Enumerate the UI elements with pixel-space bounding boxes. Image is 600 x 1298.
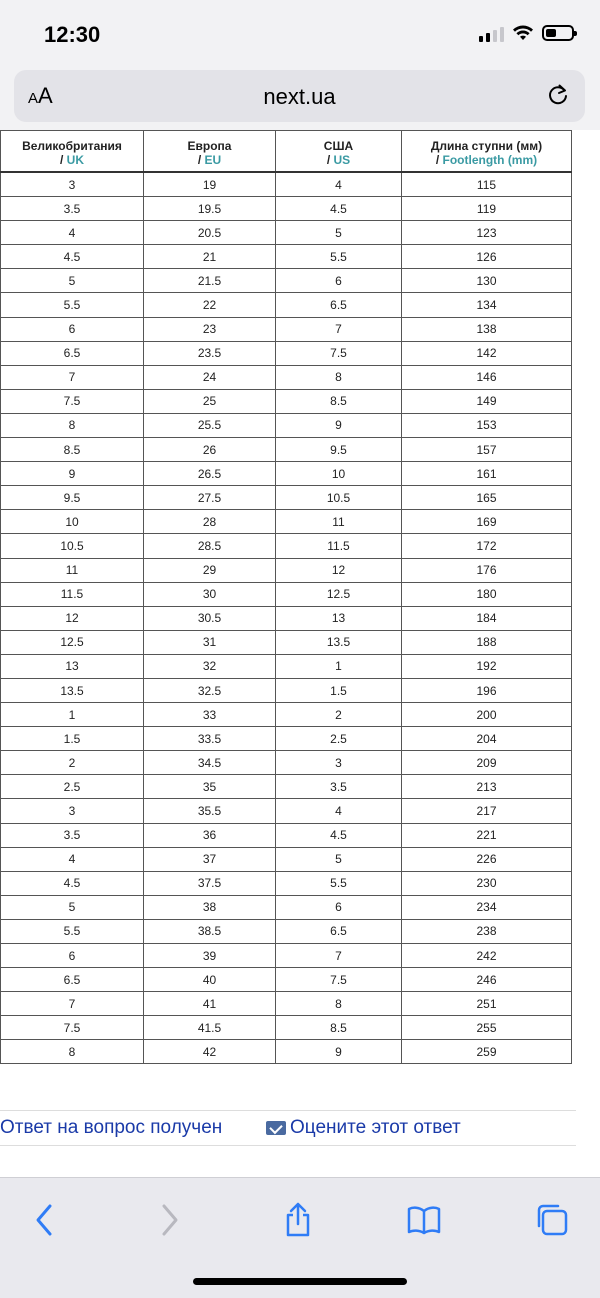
table-cell: 213 bbox=[402, 775, 572, 799]
table-cell: 6.5 bbox=[1, 968, 144, 992]
table-cell: 28 bbox=[144, 510, 276, 534]
table-row bbox=[1, 197, 572, 221]
table-cell: 196 bbox=[402, 678, 572, 702]
table-cell: 169 bbox=[402, 510, 572, 534]
table-cell: 13.5 bbox=[276, 630, 402, 654]
table-cell: 6 bbox=[1, 317, 144, 341]
table-row bbox=[1, 678, 572, 702]
table-cell: 242 bbox=[402, 944, 572, 968]
table-cell: 39 bbox=[144, 944, 276, 968]
table-cell: 33 bbox=[144, 703, 276, 727]
table-cell: 1 bbox=[276, 654, 402, 678]
table-cell: 41.5 bbox=[144, 1016, 276, 1040]
table-row bbox=[1, 919, 572, 943]
table-cell: 21.5 bbox=[144, 269, 276, 293]
rate-answer-label: Оцените этот ответ bbox=[290, 1117, 461, 1138]
table-row bbox=[1, 293, 572, 317]
table-cell: 35 bbox=[144, 775, 276, 799]
table-cell: 34.5 bbox=[144, 751, 276, 775]
table-body bbox=[1, 172, 572, 1064]
header-footlength: Длина ступни (мм) / Footlength (mm) bbox=[402, 131, 572, 173]
table-cell: 1 bbox=[1, 703, 144, 727]
table-cell: 38.5 bbox=[144, 919, 276, 943]
table-cell: 246 bbox=[402, 968, 572, 992]
table-cell: 29 bbox=[144, 558, 276, 582]
table-cell: 10.5 bbox=[1, 534, 144, 558]
table-row bbox=[1, 317, 572, 341]
table-row bbox=[1, 968, 572, 992]
table-cell: 238 bbox=[402, 919, 572, 943]
table-cell: 8 bbox=[276, 992, 402, 1016]
aa-large-label: A bbox=[38, 83, 53, 108]
table-cell: 209 bbox=[402, 751, 572, 775]
table-cell: 13 bbox=[1, 654, 144, 678]
table-row bbox=[1, 413, 572, 437]
share-button[interactable] bbox=[276, 1198, 320, 1242]
table-cell: 37 bbox=[144, 847, 276, 871]
table-cell: 4.5 bbox=[1, 245, 144, 269]
table-cell: 3.5 bbox=[1, 823, 144, 847]
back-icon bbox=[34, 1203, 54, 1237]
table-cell: 32 bbox=[144, 654, 276, 678]
table-cell: 1.5 bbox=[1, 727, 144, 751]
table-cell: 4.5 bbox=[276, 823, 402, 847]
table-cell: 217 bbox=[402, 799, 572, 823]
status-bar bbox=[0, 0, 600, 66]
table-row bbox=[1, 172, 572, 197]
table-cell: 7.5 bbox=[1, 1016, 144, 1040]
table-row bbox=[1, 462, 572, 486]
table-cell: 25.5 bbox=[144, 413, 276, 437]
table-cell: 8.5 bbox=[276, 389, 402, 413]
table-row bbox=[1, 582, 572, 606]
table-cell: 3 bbox=[1, 799, 144, 823]
table-cell: 30 bbox=[144, 582, 276, 606]
answer-received-link[interactable]: Ответ на вопрос получен bbox=[0, 1117, 223, 1138]
table-row bbox=[1, 847, 572, 871]
table-cell: 5.5 bbox=[276, 871, 402, 895]
table-cell: 40 bbox=[144, 968, 276, 992]
wifi-icon bbox=[512, 25, 534, 42]
table-cell: 12.5 bbox=[276, 582, 402, 606]
table-row bbox=[1, 703, 572, 727]
table-cell: 30.5 bbox=[144, 606, 276, 630]
table-cell: 3 bbox=[276, 751, 402, 775]
table-cell: 5 bbox=[276, 221, 402, 245]
table-row bbox=[1, 486, 572, 510]
table-cell: 10.5 bbox=[276, 486, 402, 510]
share-icon bbox=[283, 1202, 313, 1238]
table-cell: 8 bbox=[1, 413, 144, 437]
table-cell: 12.5 bbox=[1, 630, 144, 654]
table-row bbox=[1, 365, 572, 389]
table-row bbox=[1, 438, 572, 462]
table-cell: 5.5 bbox=[1, 919, 144, 943]
table-row bbox=[1, 775, 572, 799]
table-cell: 35.5 bbox=[144, 799, 276, 823]
table-cell: 3 bbox=[1, 172, 144, 197]
table-cell: 5.5 bbox=[1, 293, 144, 317]
table-cell: 19.5 bbox=[144, 197, 276, 221]
table-cell: 3.5 bbox=[276, 775, 402, 799]
table-row bbox=[1, 871, 572, 895]
table-cell: 4 bbox=[1, 221, 144, 245]
tabs-button[interactable] bbox=[530, 1198, 574, 1242]
table-cell: 234 bbox=[402, 895, 572, 919]
table-row bbox=[1, 895, 572, 919]
table-row bbox=[1, 992, 572, 1016]
table-cell: 4.5 bbox=[276, 197, 402, 221]
table-cell: 22 bbox=[144, 293, 276, 317]
table-cell: 27.5 bbox=[144, 486, 276, 510]
table-cell: 123 bbox=[402, 221, 572, 245]
table-cell: 6.5 bbox=[276, 293, 402, 317]
table-cell: 200 bbox=[402, 703, 572, 727]
forward-button[interactable] bbox=[148, 1198, 192, 1242]
table-row bbox=[1, 1016, 572, 1040]
table-cell: 2 bbox=[1, 751, 144, 775]
table-cell: 38 bbox=[144, 895, 276, 919]
table-cell: 26 bbox=[144, 438, 276, 462]
table-cell: 9 bbox=[1, 462, 144, 486]
cellular-signal-icon bbox=[479, 24, 504, 42]
table-cell: 9 bbox=[276, 1040, 402, 1064]
status-icons bbox=[479, 24, 574, 42]
table-cell: 126 bbox=[402, 245, 572, 269]
table-cell: 226 bbox=[402, 847, 572, 871]
header-eu: Европа / EU bbox=[144, 131, 276, 173]
table-cell: 11.5 bbox=[1, 582, 144, 606]
table-cell: 11 bbox=[1, 558, 144, 582]
table-cell: 6.5 bbox=[276, 919, 402, 943]
table-cell: 138 bbox=[402, 317, 572, 341]
table-cell: 13.5 bbox=[1, 678, 144, 702]
table-cell: 23.5 bbox=[144, 341, 276, 365]
table-row bbox=[1, 341, 572, 365]
table-cell: 26.5 bbox=[144, 462, 276, 486]
table-cell: 230 bbox=[402, 871, 572, 895]
table-cell: 251 bbox=[402, 992, 572, 1016]
table-cell: 9.5 bbox=[1, 486, 144, 510]
table-cell: 146 bbox=[402, 365, 572, 389]
table-cell: 42 bbox=[144, 1040, 276, 1064]
rate-answer-link[interactable] bbox=[266, 1117, 461, 1139]
address-area bbox=[0, 66, 600, 130]
table-row bbox=[1, 799, 572, 823]
table-cell: 11.5 bbox=[276, 534, 402, 558]
table-cell: 21 bbox=[144, 245, 276, 269]
table-row bbox=[1, 944, 572, 968]
table-cell: 2.5 bbox=[1, 775, 144, 799]
table-cell: 11 bbox=[276, 510, 402, 534]
table-cell: 10 bbox=[1, 510, 144, 534]
address-bar[interactable] bbox=[14, 70, 585, 122]
table-cell: 5 bbox=[276, 847, 402, 871]
table-cell: 1.5 bbox=[276, 678, 402, 702]
table-row bbox=[1, 823, 572, 847]
table-cell: 37.5 bbox=[144, 871, 276, 895]
table-cell: 6 bbox=[1, 944, 144, 968]
table-cell: 142 bbox=[402, 341, 572, 365]
table-cell: 259 bbox=[402, 1040, 572, 1064]
table-cell: 5 bbox=[1, 269, 144, 293]
table-cell: 12 bbox=[1, 606, 144, 630]
table-cell: 4 bbox=[1, 847, 144, 871]
table-cell: 7 bbox=[1, 992, 144, 1016]
table-cell: 6 bbox=[276, 895, 402, 919]
table-cell: 32.5 bbox=[144, 678, 276, 702]
table-cell: 31 bbox=[144, 630, 276, 654]
table-cell: 10 bbox=[276, 462, 402, 486]
back-button[interactable] bbox=[22, 1198, 66, 1242]
table-cell: 8.5 bbox=[276, 1016, 402, 1040]
table-cell: 153 bbox=[402, 413, 572, 437]
table-cell: 255 bbox=[402, 1016, 572, 1040]
table-cell: 2.5 bbox=[276, 727, 402, 751]
table-cell: 188 bbox=[402, 630, 572, 654]
aa-small-label: A bbox=[28, 90, 39, 107]
tabs-icon bbox=[534, 1202, 570, 1238]
table-cell: 24 bbox=[144, 365, 276, 389]
bookmarks-icon bbox=[406, 1205, 442, 1235]
table-cell: 7 bbox=[1, 365, 144, 389]
table-cell: 221 bbox=[402, 823, 572, 847]
table-cell: 161 bbox=[402, 462, 572, 486]
table-cell: 2 bbox=[276, 703, 402, 727]
home-indicator[interactable] bbox=[193, 1278, 407, 1285]
table-cell: 3.5 bbox=[1, 197, 144, 221]
table-cell: 5.5 bbox=[276, 245, 402, 269]
table-cell: 176 bbox=[402, 558, 572, 582]
table-cell: 7 bbox=[276, 317, 402, 341]
forward-icon bbox=[160, 1203, 180, 1237]
size-chart-table bbox=[0, 130, 572, 1064]
table-cell: 149 bbox=[402, 389, 572, 413]
table-row bbox=[1, 245, 572, 269]
table-row bbox=[1, 221, 572, 245]
table-cell: 4 bbox=[276, 799, 402, 823]
table-row bbox=[1, 630, 572, 654]
table-cell: 115 bbox=[402, 172, 572, 197]
table-cell: 28.5 bbox=[144, 534, 276, 558]
checkbox-icon bbox=[266, 1121, 286, 1135]
table-cell: 19 bbox=[144, 172, 276, 197]
table-cell: 41 bbox=[144, 992, 276, 1016]
table-row bbox=[1, 606, 572, 630]
table-cell: 192 bbox=[402, 654, 572, 678]
table-cell: 25 bbox=[144, 389, 276, 413]
table-row bbox=[1, 654, 572, 678]
table-cell: 157 bbox=[402, 438, 572, 462]
table-cell: 4 bbox=[276, 172, 402, 197]
table-row bbox=[1, 558, 572, 582]
table-row bbox=[1, 510, 572, 534]
table-cell: 8 bbox=[1, 1040, 144, 1064]
table-cell: 184 bbox=[402, 606, 572, 630]
table-cell: 6 bbox=[276, 269, 402, 293]
table-cell: 7 bbox=[276, 944, 402, 968]
table-cell: 180 bbox=[402, 582, 572, 606]
table-cell: 20.5 bbox=[144, 221, 276, 245]
table-cell: 165 bbox=[402, 486, 572, 510]
table-cell: 9.5 bbox=[276, 438, 402, 462]
table-cell: 33.5 bbox=[144, 727, 276, 751]
table-cell: 13 bbox=[276, 606, 402, 630]
table-cell: 7.5 bbox=[1, 389, 144, 413]
table-cell: 6.5 bbox=[1, 341, 144, 365]
table-cell: 204 bbox=[402, 727, 572, 751]
table-cell: 7.5 bbox=[276, 968, 402, 992]
battery-icon bbox=[542, 25, 574, 41]
table-cell: 9 bbox=[276, 413, 402, 437]
table-cell: 12 bbox=[276, 558, 402, 582]
table-cell: 130 bbox=[402, 269, 572, 293]
status-time: 12:30 bbox=[44, 22, 101, 47]
table-cell: 4.5 bbox=[1, 871, 144, 895]
table-cell: 8.5 bbox=[1, 438, 144, 462]
table-row bbox=[1, 389, 572, 413]
table-cell: 36 bbox=[144, 823, 276, 847]
table-row bbox=[1, 751, 572, 775]
url-text[interactable]: next.ua bbox=[263, 84, 336, 109]
table-cell: 172 bbox=[402, 534, 572, 558]
table-row bbox=[1, 269, 572, 293]
reload-icon[interactable] bbox=[545, 82, 571, 108]
table-cell: 134 bbox=[402, 293, 572, 317]
table-cell: 8 bbox=[276, 365, 402, 389]
table-row bbox=[1, 727, 572, 751]
table-header-row bbox=[1, 131, 572, 173]
page-content bbox=[0, 130, 600, 1092]
table-cell: 23 bbox=[144, 317, 276, 341]
table-cell: 7.5 bbox=[276, 341, 402, 365]
table-cell: 119 bbox=[402, 197, 572, 221]
bookmarks-button[interactable] bbox=[402, 1198, 446, 1242]
answer-feedback-row bbox=[0, 1110, 576, 1146]
header-uk: Великобритания / UK bbox=[1, 131, 144, 173]
table-cell: 5 bbox=[1, 895, 144, 919]
table-row bbox=[1, 1040, 572, 1064]
header-us: США / US bbox=[276, 131, 402, 173]
table-row bbox=[1, 534, 572, 558]
